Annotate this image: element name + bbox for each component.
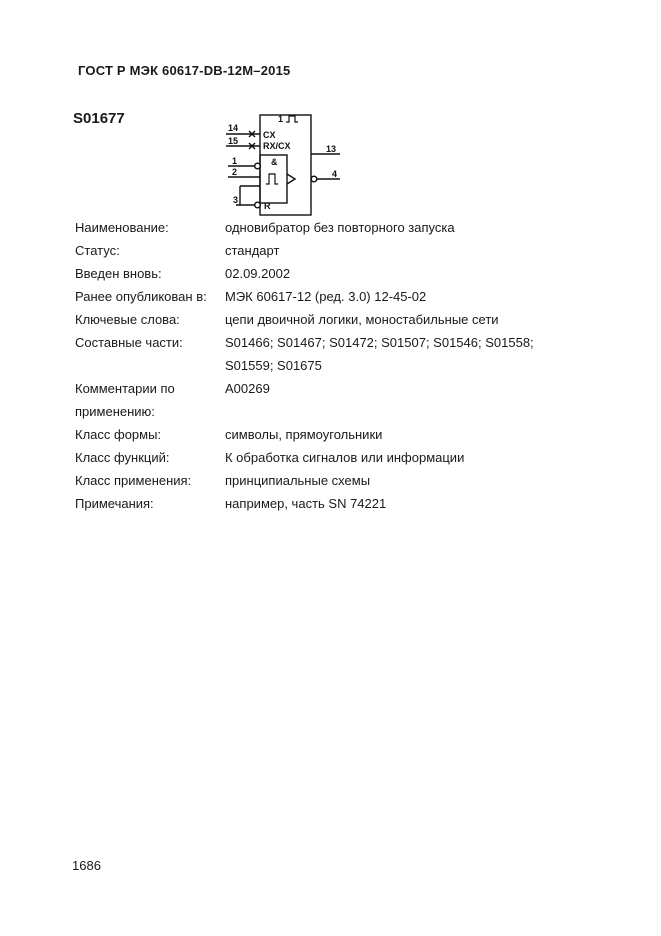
field-label: Комментарии по (75, 381, 175, 396)
field-label: Статус: (75, 243, 120, 258)
input-cx: CX (263, 130, 276, 140)
field-row-published (75, 285, 565, 308)
field-label: применению: (75, 404, 155, 419)
field-row-application-class (75, 469, 565, 492)
field-label: Составные части: (75, 335, 183, 350)
page-number: 1686 (72, 858, 101, 873)
field-value: принципиальные схемы (225, 473, 371, 488)
monostable-symbol-diagram (222, 110, 352, 222)
field-label: Наименование: (75, 220, 169, 235)
field-label: Ключевые слова: (75, 312, 180, 327)
input-r: R (264, 201, 271, 211)
field-row-components (75, 331, 565, 377)
field-value: символы, прямоугольники (225, 427, 383, 442)
field-value: МЭК 60617-12 (ред. 3.0) 12-45-02 (225, 289, 427, 304)
field-value: A00269 (225, 381, 270, 396)
pin-15: 15 (228, 136, 239, 146)
pin-13: 13 (326, 144, 337, 154)
field-label: Класс функций: (75, 450, 170, 465)
svg-text:1: 1 (278, 114, 284, 124)
pin-14: 14 (228, 123, 239, 133)
field-value: S01559; S01675 (225, 358, 322, 373)
field-label: Введен вновь: (75, 266, 162, 281)
field-label: Класс применения: (75, 473, 192, 488)
field-value: стандарт (225, 243, 280, 258)
field-row-function-class (75, 446, 565, 469)
pin-3: 3 (233, 195, 239, 205)
field-value: К обработка сигналов или информации (225, 450, 465, 465)
attribute-table (75, 216, 565, 515)
field-row-introduced (75, 262, 565, 285)
field-row-form-class (75, 423, 565, 446)
field-label: Ранее опубликован в: (75, 289, 207, 304)
field-row-status (75, 239, 565, 262)
field-row-comments (75, 377, 565, 423)
field-row-notes (75, 492, 565, 515)
pin-4: 4 (332, 169, 338, 179)
field-value: S01466; S01467; S01472; S01507; S01546; S01558; (225, 335, 534, 350)
document-header: ГОСТ Р МЭК 60617-DB-12М–2015 (78, 63, 291, 78)
pin-1: 1 (232, 156, 238, 166)
field-value: цепи двоичной логики, моностабильные сети (225, 312, 499, 327)
input-rxcx: RX/CX (263, 141, 291, 151)
field-value: например, часть SN 74221 (225, 496, 387, 511)
field-row-name (75, 216, 565, 239)
pin-2: 2 (232, 167, 238, 177)
field-label: Класс формы: (75, 427, 162, 442)
symbol-code: S01677 (73, 110, 125, 127)
field-value: одновибратор без повторного запуска (225, 220, 455, 235)
input-and: & (271, 157, 278, 167)
field-value: 02.09.2002 (225, 266, 291, 281)
field-row-keywords (75, 308, 565, 331)
field-label: Примечания: (75, 496, 154, 511)
